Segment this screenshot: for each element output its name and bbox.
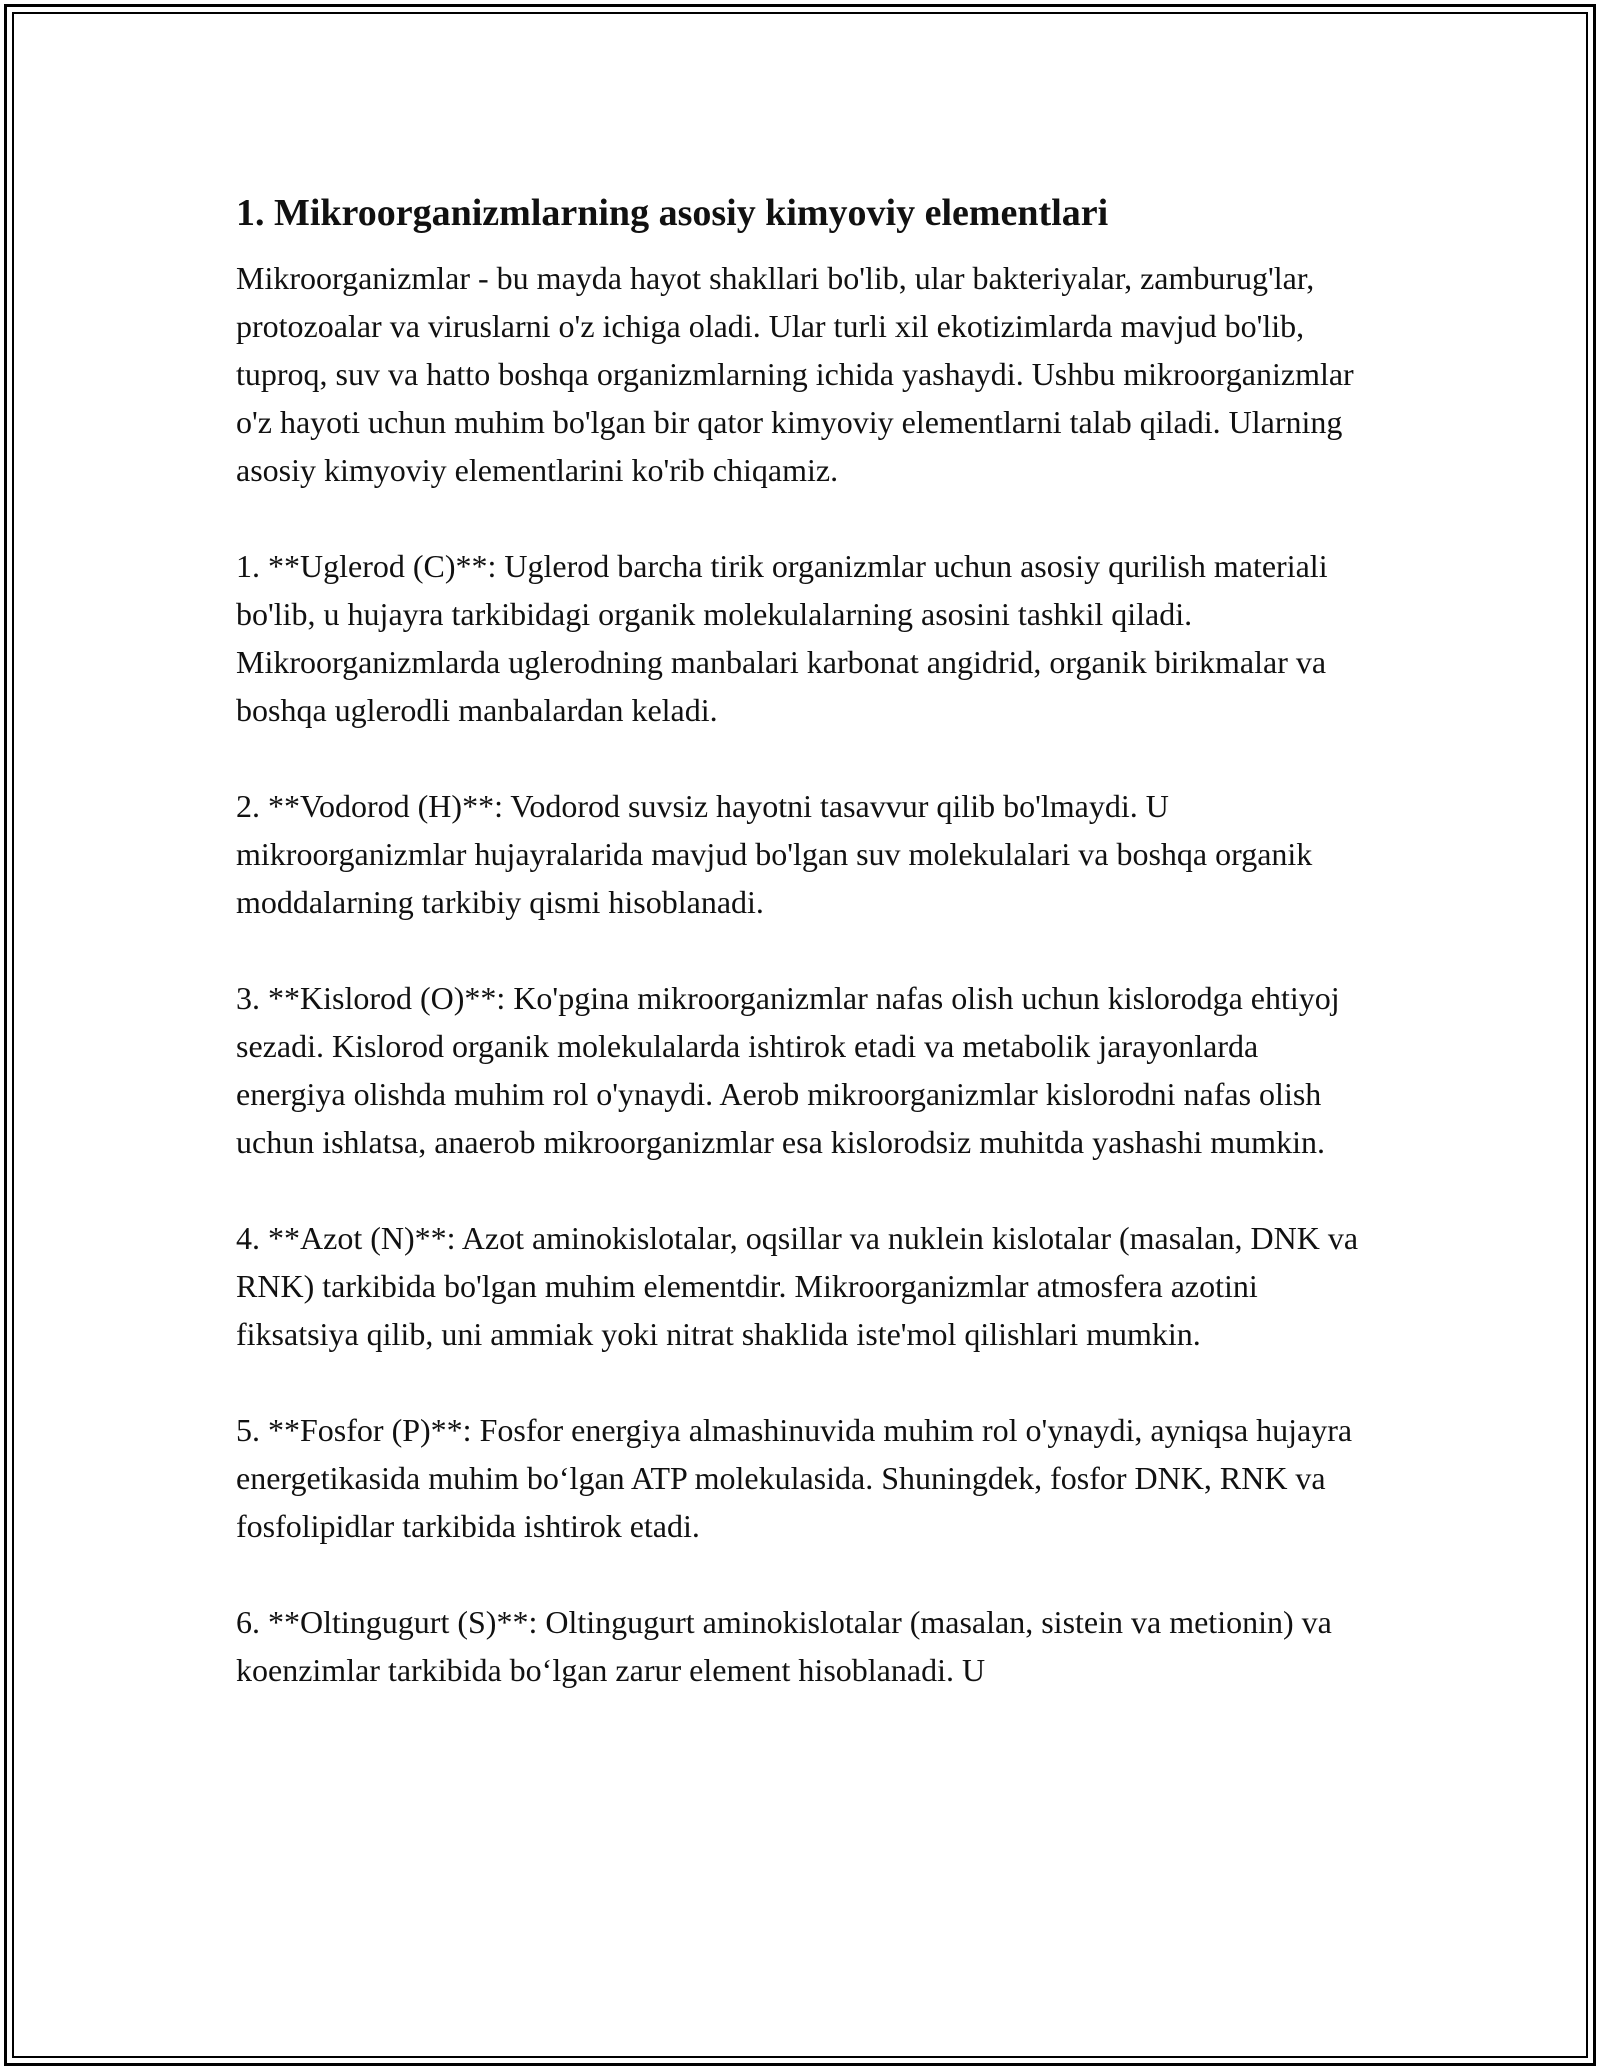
element-item-nitrogen: 4. **Azot (N)**: Azot aminokislotalar, oqsillar va nuklein kislotalar (masalan, DNK va RNK) tarkibida bo'lgan muhim elementdir. Mikroorganizmlar atmosfera azotini fiksatsiya qilib, uni ammiak yoki nitrat shaklida iste'mol qilishlari mumkin. [236,1220,1359,1352]
element-item-sulfur: 6. **Oltingugurt (S)**: Oltingugurt aminokislotalar (masalan, sistein va metionin) va koenzimlar tarkibida bo‘lgan zarur element hisoblanadi. U [236,1604,1332,1688]
element-item-carbon: 1. **Uglerod (C)**: Uglerod barcha tirik organizmlar uchun asosiy qurilish materiali bo'lib, u hujayra tarkibidagi organik molekulalarning asosini tashkil qiladi. Mikroorganizmlarda uglerodning manbalari karbonat angidrid, organik birikmalar va boshqa uglerodli manbalardan keladi. [236,548,1328,728]
intro-paragraph: Mikroorganizmlar - bu mayda hayot shakllari bo'lib, ular bakteriyalar, zamburug'lar, protozoalar va viruslarni o'z ichiga oladi. Ular turli xil ekotizimlarda mavjud bo'lib, tuproq, suv va hatto boshqa organizmlarning ichida yashaydi. Ushbu mikroorganizmlar o'z hayoti uchun muhim bo'lgan bir qator kimyoviy elementlarni talab qiladi. Ularning asosiy kimyoviy elementlarini ko'rib chiqamiz. [236,260,1354,488]
element-item-hydrogen: 2. **Vodorod (H)**: Vodorod suvsiz hayotni tasavvur qilib bo'lmaydi. U mikroorganizmlar hujayralarida mavjud bo'lgan suv molekulalari va boshqa organik moddalarning tarkibiy qismi hisoblanadi. [236,788,1313,920]
element-item-phosphorus: 5. **Fosfor (P)**: Fosfor energiya almashinuvida muhim rol o'ynaydi, ayniqsa hujayra energetikasida muhim bo‘lgan ATP molekulasida. Shuningdek, fosfor DNK, RNK va fosfolipidlar tarkibida ishtirok etadi. [236,1412,1353,1544]
document-body [236,186,1366,1694]
element-item-oxygen: 3. **Kislorod (O)**: Ko'pgina mikroorganizmlar nafas olish uchun kislorodga ehtiyoj sezadi. Kislorod organik molekulalarda ishtirok etadi va metabolik jarayonlarda energiya olishda muhim rol o'ynaydi. Aerob mikroorganizmlar kislorodni nafas olish uchun ishlatsa, anaerob mikroorganizmlar esa kislorodsiz muhitda yashashi mumkin. [236,980,1340,1160]
section-heading: 1. Mikroorganizmlarning asosiy kimyoviy elementlari [236,192,1109,234]
